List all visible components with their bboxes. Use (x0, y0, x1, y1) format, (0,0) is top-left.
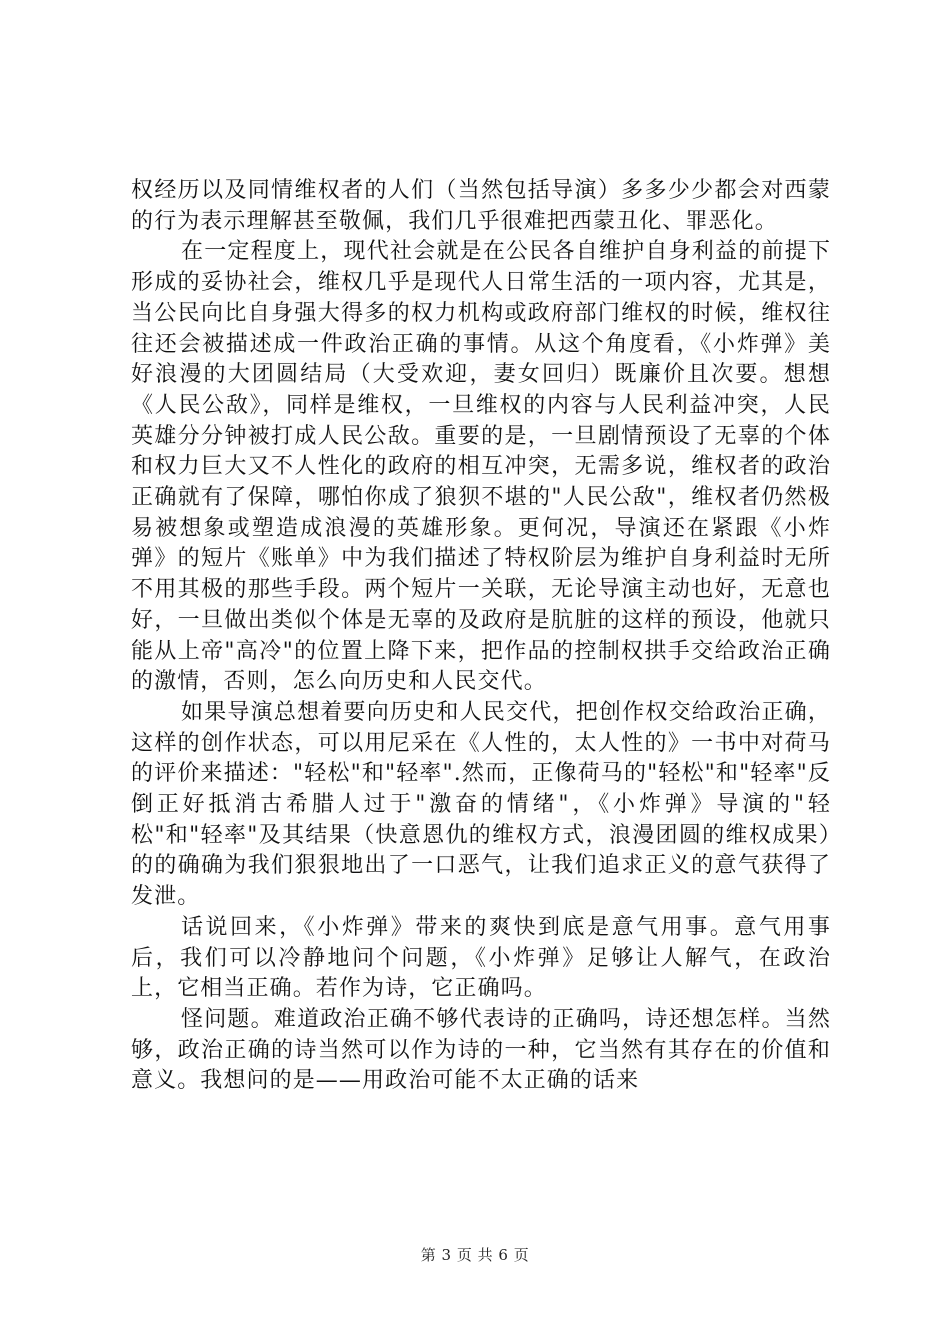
paragraph-4: 话说回来，《小炸弹》带来的爽快到底是意气用事。意气用事后，我们可以冷静地问个问题，《小炸弹》足够让人解气，在政治上，它相当正确。若作为诗，它正确吗。 (131, 914, 831, 1002)
paragraph-3: 如果导演总想着要向历史和人民交代，把创作权交给政治正确，这样的创作状态，可以用尼采在《人性的，太人性的》一书中对荷马的评价来描述："轻松"和"轻率".然而，正像荷马的"轻松"和"轻率"反倒正好抵消古希腊人过于"激奋的情绪"，《小炸弹》导演的"轻松"和"轻率"及其结果（快意恩仇的维权方式，浪漫团圆的维权成果）的的确确为我们狠狠地出了一口恶气，让我们追求正义的意气获得了发泄。 (131, 699, 831, 910)
paragraph-2: 在一定程度上，现代社会就是在公民各自维护自身利益的前提下形成的妥协社会，维权几乎是现代人日常生活的一项内容，尤其是，当公民向比自身强大得多的权力机构或政府部门维权的时候，维权往往还会被描述成一件政治正确的事情。从这个角度看，《小炸弹》美好浪漫的大团圆结局（大受欢迎，妻女回归）既廉价且次要。想想《人民公敌》，同样是维权，一旦维权的内容与人民利益冲突，人民英雄分分钟被打成人民公敌。重要的是，一旦剧情预设了无辜的个体和权力巨大又不人性化的政府的相互冲突，无需多说，维权者的政治正确就有了保障，哪怕你成了狼狈不堪的"人民公敌"，维权者仍然极易被想象或塑造成浪漫的英雄形象。更何况，导演还在紧跟《小炸弹》的短片《账单》中为我们描述了特权阶层为维护自身利益时无所不用其极的那些手段。两个短片一关联，无论导演主动也好，无意也好，一旦做出类似个体是无辜的及政府是肮脏的这样的预设，他就只能从上帝"高冷"的位置上降下来，把作品的控制权拱手交给政治正确的激情，否则，怎么向历史和人民交代。 (131, 239, 831, 695)
paragraph-1: 权经历以及同情维权者的人们（当然包括导演）多多少少都会对西蒙的行为表示理解甚至敬佩，我们几乎很难把西蒙丑化、罪恶化。 (131, 178, 831, 234)
page-number-footer: 第 3 页 共 6 页 (420, 1246, 530, 1264)
body-text (131, 176, 831, 1097)
paragraph-5: 怪问题。难道政治正确不够代表诗的正确吗，诗还想怎样。当然够，政治正确的诗当然可以作为诗的一种，它当然有其存在的价值和意义。我想问的是——用政治可能不太正确的话来 (131, 1006, 831, 1094)
